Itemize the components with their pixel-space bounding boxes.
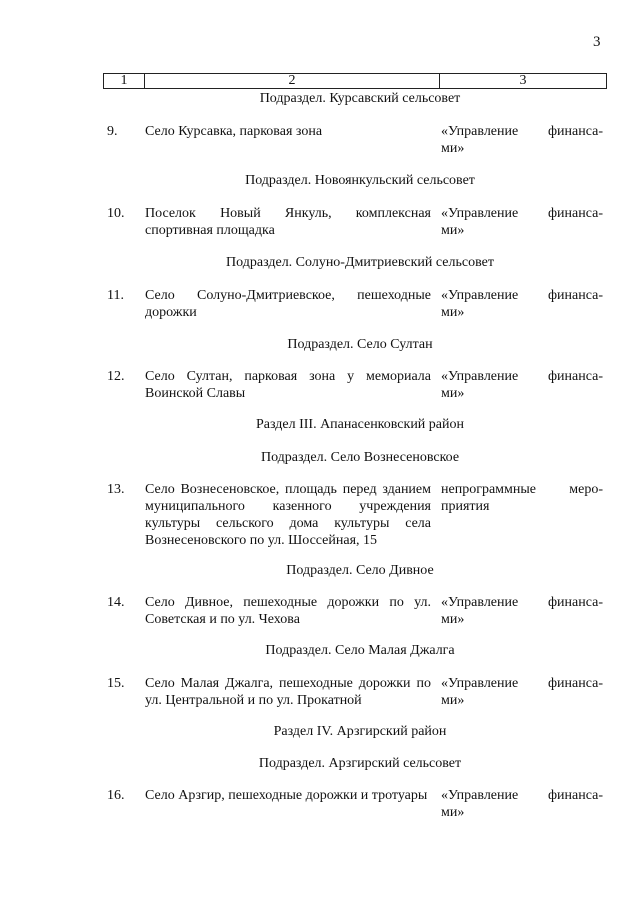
row-number: 13. <box>107 482 125 497</box>
source-word: непрограммные <box>441 482 536 497</box>
source-continuation: ми» <box>441 386 465 401</box>
subsection-heading: Подраздел. Солуно-Дмитриевский сельсовет <box>226 255 494 270</box>
subsection-heading: Подраздел. Арзгирский сельсовет <box>258 756 462 771</box>
row-source <box>441 675 603 709</box>
source-continuation: ми» <box>441 305 465 320</box>
source-word: финанса- <box>547 595 603 610</box>
row-number: 14. <box>107 595 125 610</box>
row-source <box>441 123 603 157</box>
source-word: «Управление <box>441 369 519 384</box>
row-description: Село Арзгир, пешеходные дорожки и тротуары <box>145 788 428 803</box>
row-description: Село Курсавка, парковая зона <box>145 124 323 139</box>
source-continuation: ми» <box>441 805 465 820</box>
row-number: 10. <box>107 206 125 221</box>
source-word: финанса- <box>547 676 603 691</box>
source-word: финанса- <box>547 124 603 139</box>
row-number: 12. <box>107 369 125 384</box>
row-description: Село Вознесеновское, площадь перед зданием муниципального казенного учреждения культуры сельского дома культуры села Вознесеновского по ул. Шоссейная, 15 <box>145 482 431 548</box>
source-word: финанса- <box>547 288 603 303</box>
row-source <box>441 787 603 821</box>
row-source <box>441 481 603 515</box>
row-source <box>441 205 603 239</box>
subsection-heading: Подраздел. Село Малая Джалга <box>265 643 455 658</box>
row-description: Село Солуно-Дмитриевское, пешеходные дорожки <box>145 288 431 320</box>
source-word: «Управление <box>441 206 519 221</box>
source-continuation: ми» <box>441 693 465 708</box>
page-number: 3 <box>593 34 601 50</box>
source-continuation: приятия <box>441 499 490 514</box>
column-header-3: 3 <box>440 74 607 89</box>
source-word: «Управление <box>441 595 519 610</box>
source-word: финанса- <box>547 206 603 221</box>
row-number: 9. <box>107 124 118 139</box>
row-description: Поселок Новый Янкуль, комплексная спортивная площадка <box>145 206 431 238</box>
subsection-heading: Подраздел. Курсавский сельсовет <box>259 91 461 106</box>
source-word: меро- <box>569 482 603 497</box>
source-continuation: ми» <box>441 612 465 627</box>
subsection-heading: Подраздел. Село Вознесеновское <box>260 450 460 465</box>
section-heading: Раздел III. Апанасенковский район <box>255 417 465 432</box>
column-header-2: 2 <box>145 74 440 89</box>
subsection-heading: Подраздел. Село Султан <box>287 337 433 352</box>
source-word: «Управление <box>441 288 519 303</box>
source-word: «Управление <box>441 124 519 139</box>
source-word: «Управление <box>441 676 519 691</box>
row-number: 15. <box>107 676 125 691</box>
row-source <box>441 287 603 321</box>
row-description: Село Дивное, пешеходные дорожки по ул. Советская и по ул. Чехова <box>145 595 431 627</box>
row-source <box>441 594 603 628</box>
subsection-heading: Подраздел. Новоянкульский сельсовет <box>245 173 475 188</box>
subsection-heading: Подраздел. Село Дивное <box>286 563 434 578</box>
row-number: 16. <box>107 788 125 803</box>
source-word: финанса- <box>547 788 603 803</box>
source-word: «Управление <box>441 788 519 803</box>
column-header-1: 1 <box>104 74 145 89</box>
source-continuation: ми» <box>441 223 465 238</box>
row-description: Село Султан, парковая зона у мемориала Воинской Славы <box>145 369 431 401</box>
row-source <box>441 368 603 402</box>
source-word: финанса- <box>547 369 603 384</box>
row-number: 11. <box>107 288 124 303</box>
source-continuation: ми» <box>441 141 465 156</box>
section-heading: Раздел IV. Арзгирский район <box>273 724 447 739</box>
row-description: Село Малая Джалга, пешеходные дорожки по ул. Центральной и по ул. Прокатной <box>145 676 431 708</box>
